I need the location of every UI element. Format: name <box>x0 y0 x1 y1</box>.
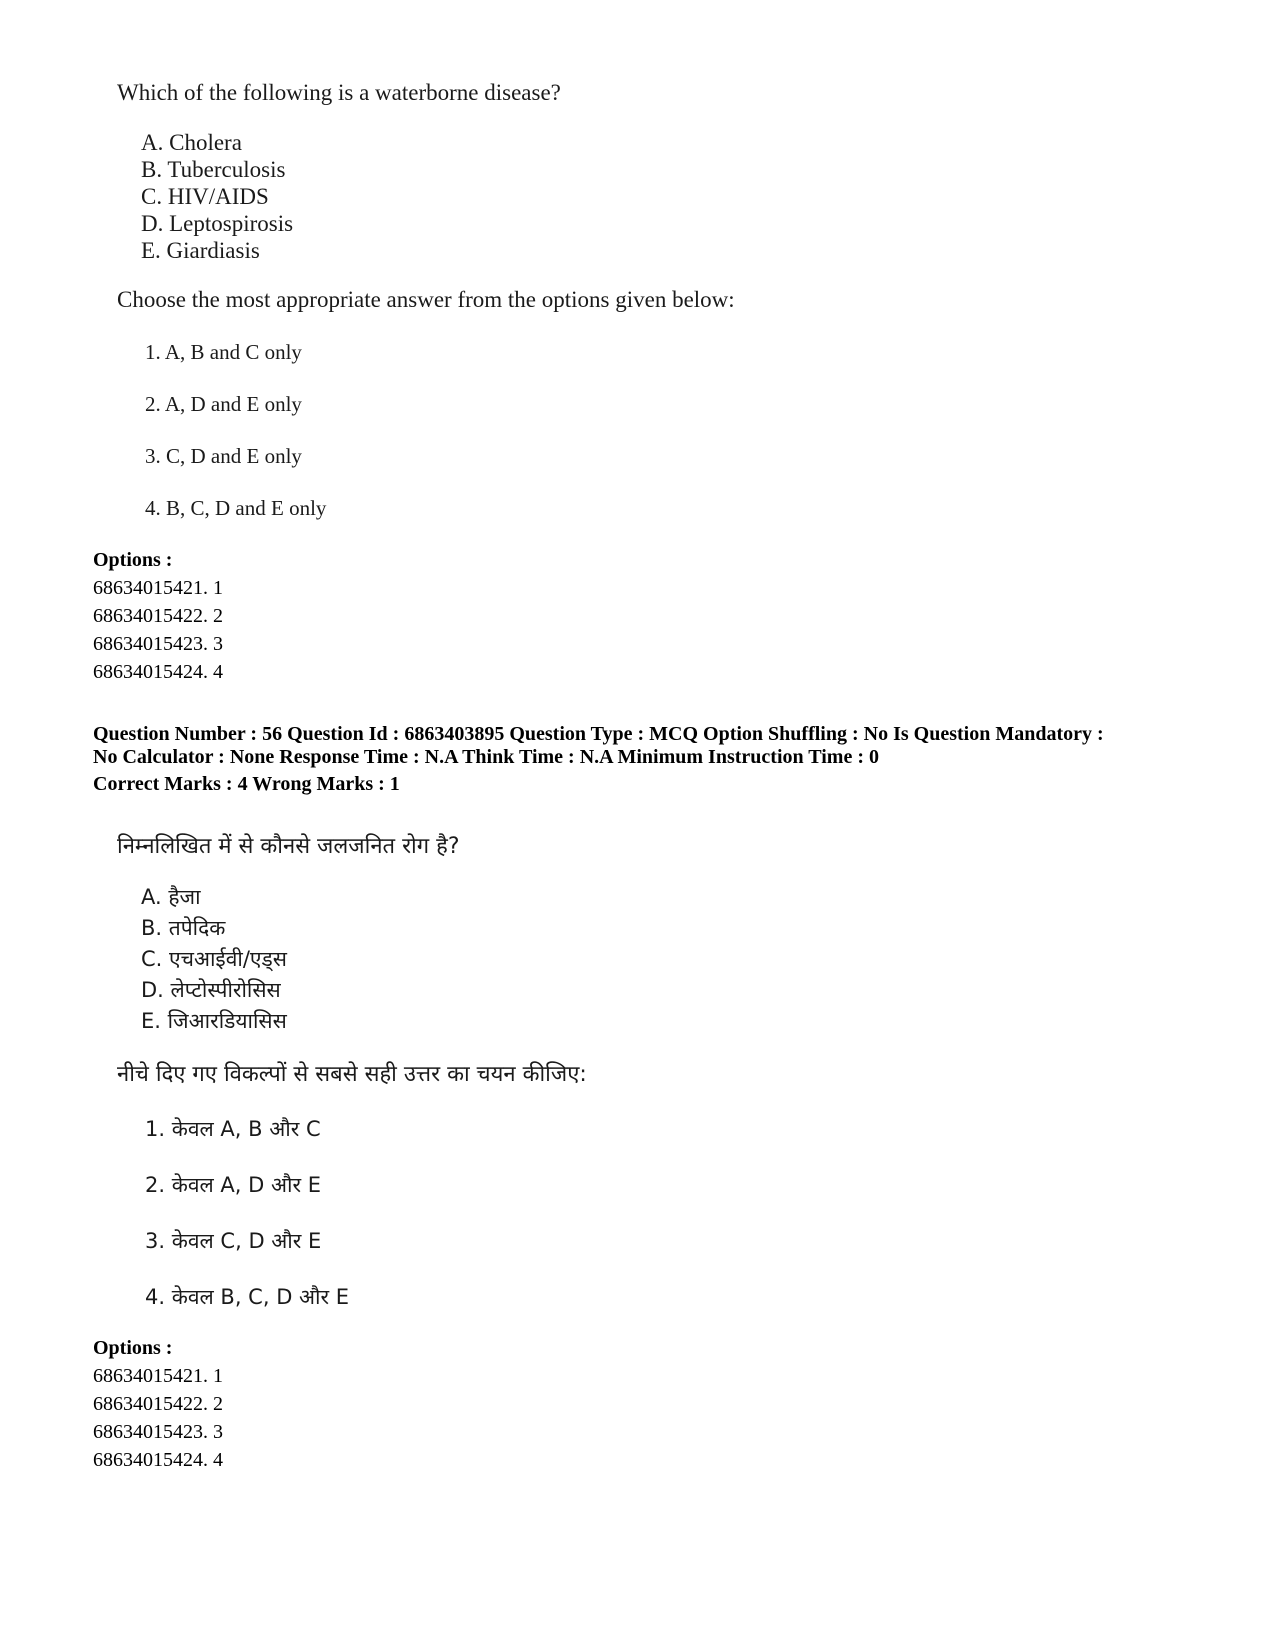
option-id-3: 68634015423. 3 <box>93 633 223 655</box>
answer-choice-3: 3. C, D and E only <box>145 444 302 468</box>
statement-e: E. Giardiasis <box>141 238 260 263</box>
statement-e-hindi: E. जिआरडियासिस <box>141 1009 287 1033</box>
option-id-2-2: 68634015422. 2 <box>93 1393 223 1415</box>
statement-a-hindi: A. हैजा <box>141 885 201 909</box>
answer-choice-4: 4. B, C, D and E only <box>145 496 327 520</box>
instruction-text: Choose the most appropriate answer from the options given below: <box>117 287 735 312</box>
statement-b-hindi: B. तपेदिक <box>141 916 226 940</box>
options-label-2: Options : <box>93 1337 173 1359</box>
marks-line: Correct Marks : 4 Wrong Marks : 1 <box>93 773 400 795</box>
answer-choice-3-hindi: 3. केवल C, D और E <box>145 1229 322 1253</box>
question-text-hindi: निम्नलिखित में से कौनसे जलजनित रोग है? <box>117 834 460 859</box>
answer-choice-2: 2. A, D and E only <box>145 392 302 416</box>
option-id-4: 68634015424. 4 <box>93 661 223 683</box>
statement-b: B. Tuberculosis <box>141 157 286 182</box>
statement-d-hindi: D. लेप्टोस्पीरोसिस <box>141 978 281 1002</box>
option-id-2: 68634015422. 2 <box>93 605 223 627</box>
question-meta-line-1: Question Number : 56 Question Id : 6863403895 Question Type : MCQ Option Shuffling : No Is Question Mandatory : <box>93 723 1104 745</box>
options-label: Options : <box>93 549 173 571</box>
statement-c-hindi: C. एचआईवी/एड्स <box>141 947 287 971</box>
answer-choice-1: 1. A, B and C only <box>145 340 302 364</box>
option-id-1-2: 68634015421. 1 <box>93 1365 223 1387</box>
question-text: Which of the following is a waterborne disease? <box>117 80 561 105</box>
question-meta-line-2: No Calculator : None Response Time : N.A Think Time : N.A Minimum Instruction Time : 0 <box>93 746 879 768</box>
answer-choice-2-hindi: 2. केवल A, D और E <box>145 1173 322 1197</box>
answer-choice-1-hindi: 1. केवल A, B और C <box>145 1117 321 1141</box>
instruction-text-hindi: नीचे दिए गए विकल्पों से सबसे सही उत्तर का चयन कीजिए: <box>117 1062 587 1087</box>
option-id-3-2: 68634015423. 3 <box>93 1421 223 1443</box>
statement-d: D. Leptospirosis <box>141 211 294 236</box>
option-id-4-2: 68634015424. 4 <box>93 1449 223 1471</box>
statement-c: C. HIV/AIDS <box>141 184 269 209</box>
option-id-1: 68634015421. 1 <box>93 577 223 599</box>
statement-a: A. Cholera <box>141 130 242 155</box>
answer-choice-4-hindi: 4. केवल B, C, D और E <box>145 1285 350 1309</box>
